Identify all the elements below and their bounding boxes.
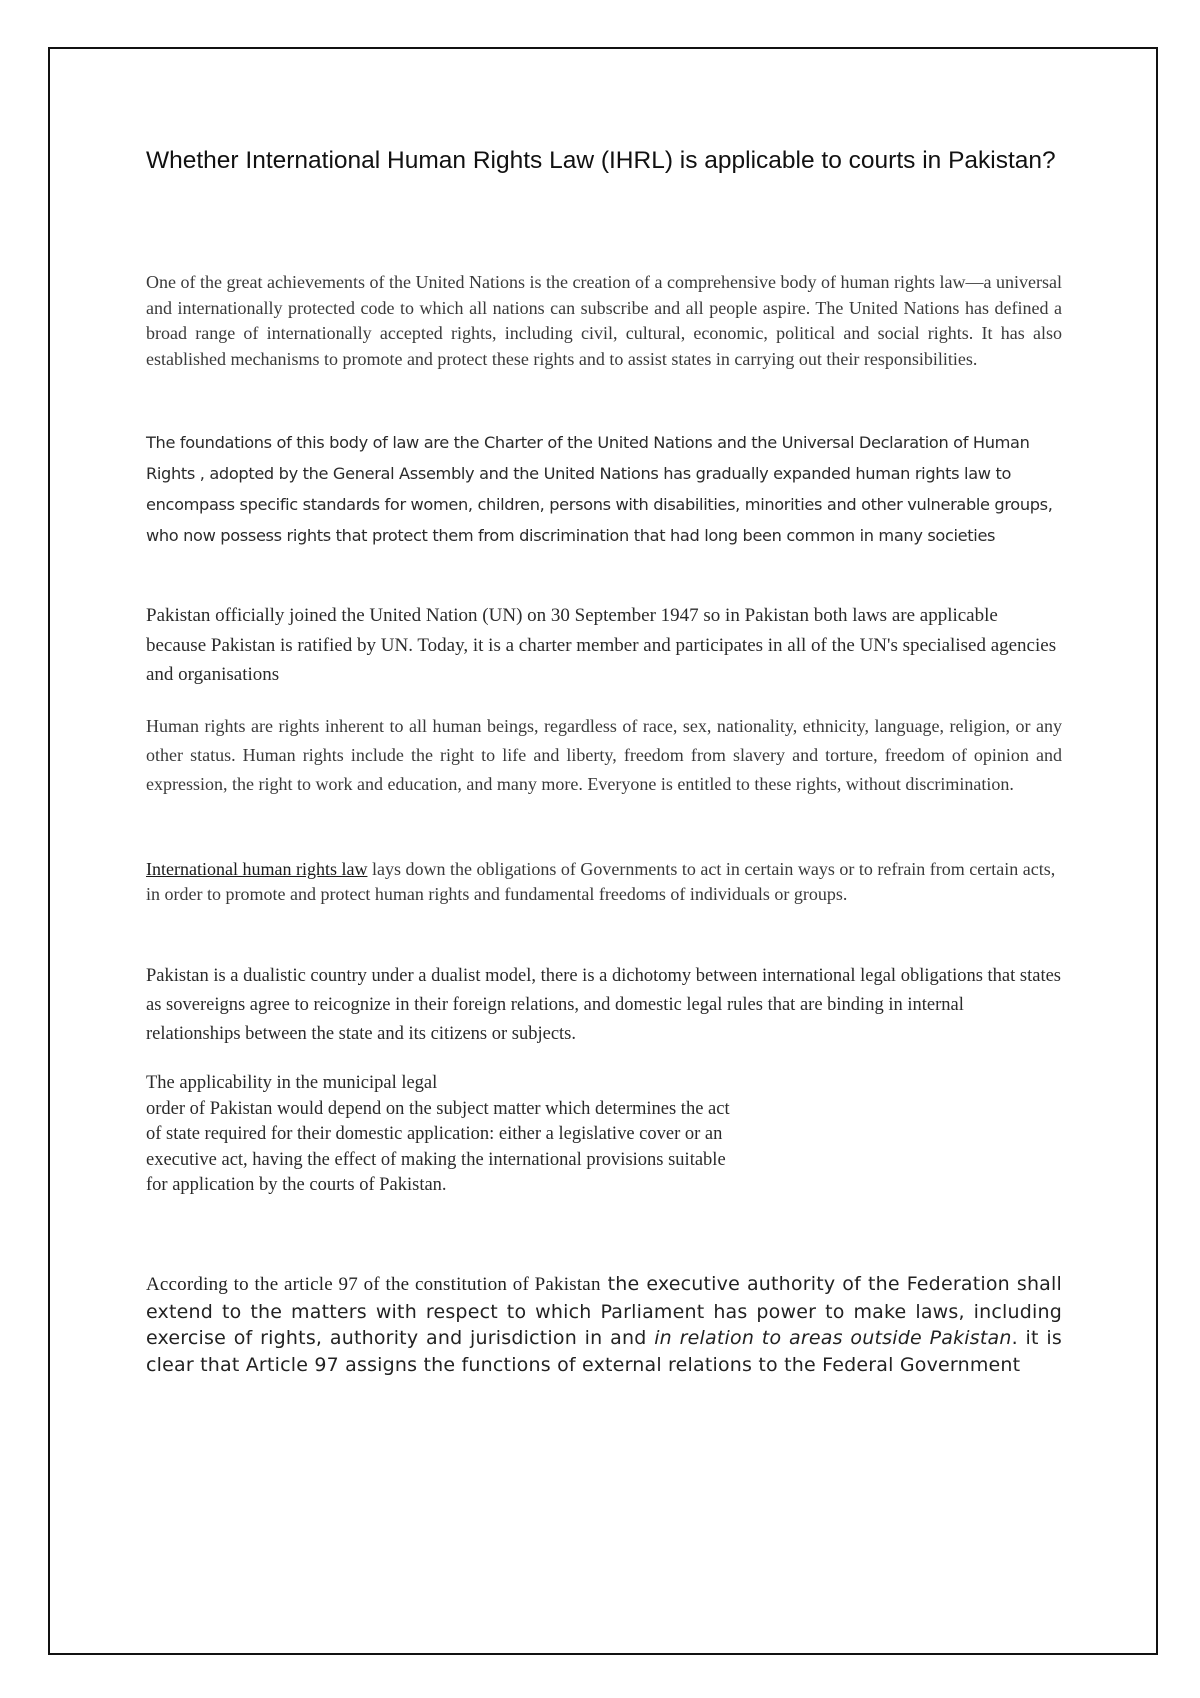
- paragraph-pakistan-joined-un: Pakistan officially joined the United Nation (UN) on 30 September 1947 so in Pakistan both laws are applicable because Pakistan is ratified by UN. Today, it is a charter member and participates in all of the UN's specialised agencies and organisations: [146, 605, 1057, 685]
- article-97-text: the executive authority of the Federation shall extend to the matters with respect to which Parliament has power to make laws, including exercise of rights, authority and jurisdiction in and: [146, 1273, 1062, 1349]
- paragraph-ihrl-obligations: [146, 857, 1062, 907]
- paragraph-article-97: [146, 1271, 1062, 1378]
- applicability-line: executive act, having the effect of making the international provisions suitable: [146, 1149, 726, 1170]
- applicability-line: The applicability in the municipal legal: [146, 1073, 438, 1093]
- article-97-lead: According to the article 97 of the constitution of Pakistan: [146, 1274, 601, 1295]
- paragraph-foundations: The foundations of this body of law are the Charter of the United Nations and the Universal Declaration of Human Rights , adopted by the General Assembly and the United Nations has gradually expanded human rights law to encompass specific standards for women, children, persons with disabilities, minorities and other vulnerable groups, who now possess rights that protect them from discrimination that had long been common in many societies: [146, 433, 1053, 545]
- article-97-end: . it is clear that Article 97 assigns the functions of external relations to the Federal Government: [146, 1327, 1062, 1376]
- paragraph-applicability: [146, 1071, 866, 1199]
- applicability-line: of state required for their domestic application: either a legislative cover or an: [146, 1124, 723, 1144]
- applicability-line: for application by the courts of Pakistan.: [146, 1175, 447, 1195]
- paragraph-dualistic-model: Pakistan is a dualistic country under a dualist model, there is a dichotomy between international legal obligations that states as sovereigns agree to reicognize in their foreign relations, and domestic legal rules that are binding in internal relationships between the state and its citizens or subjects.: [146, 966, 1062, 1044]
- ihrl-link[interactable]: International human rights law: [146, 859, 368, 879]
- paragraph-un-achievements: One of the great achievements of the United Nations is the creation of a comprehensive body of human rights law—a universal and internationally protected code to which all nations can subscribe and all people aspire. The United Nations has defined a broad range of internationally accepted rights, including civil, cultural, economic, political and social rights. It has also established mechanisms to promote and protect these rights and to assist states in carrying out their responsibilities.: [146, 272, 1062, 369]
- article-97-italic: in relation to areas outside Pakistan: [654, 1327, 1012, 1349]
- applicability-line: order of Pakistan would depend on the subject matter which determines the act: [146, 1098, 730, 1119]
- document-title: Whether International Human Rights Law (IHRL) is applicable to courts in Pakistan?: [146, 147, 1056, 174]
- paragraph-human-rights-definition: Human rights are rights inherent to all human beings, regardless of race, sex, nationality, ethnicity, language, religion, or any other status. Human rights include the right to life and liberty, freedom from slavery and torture, freedom of opinion and expression, the right to work and education, and many more. Everyone is entitled to these rights, without discrimination.: [146, 716, 1062, 794]
- paragraph-ihrl-text: lays down the obligations of Governments to act in certain ways or to refrain from certain acts, in order to promote and protect human rights and fundamental freedoms of individuals or groups.: [146, 859, 1056, 904]
